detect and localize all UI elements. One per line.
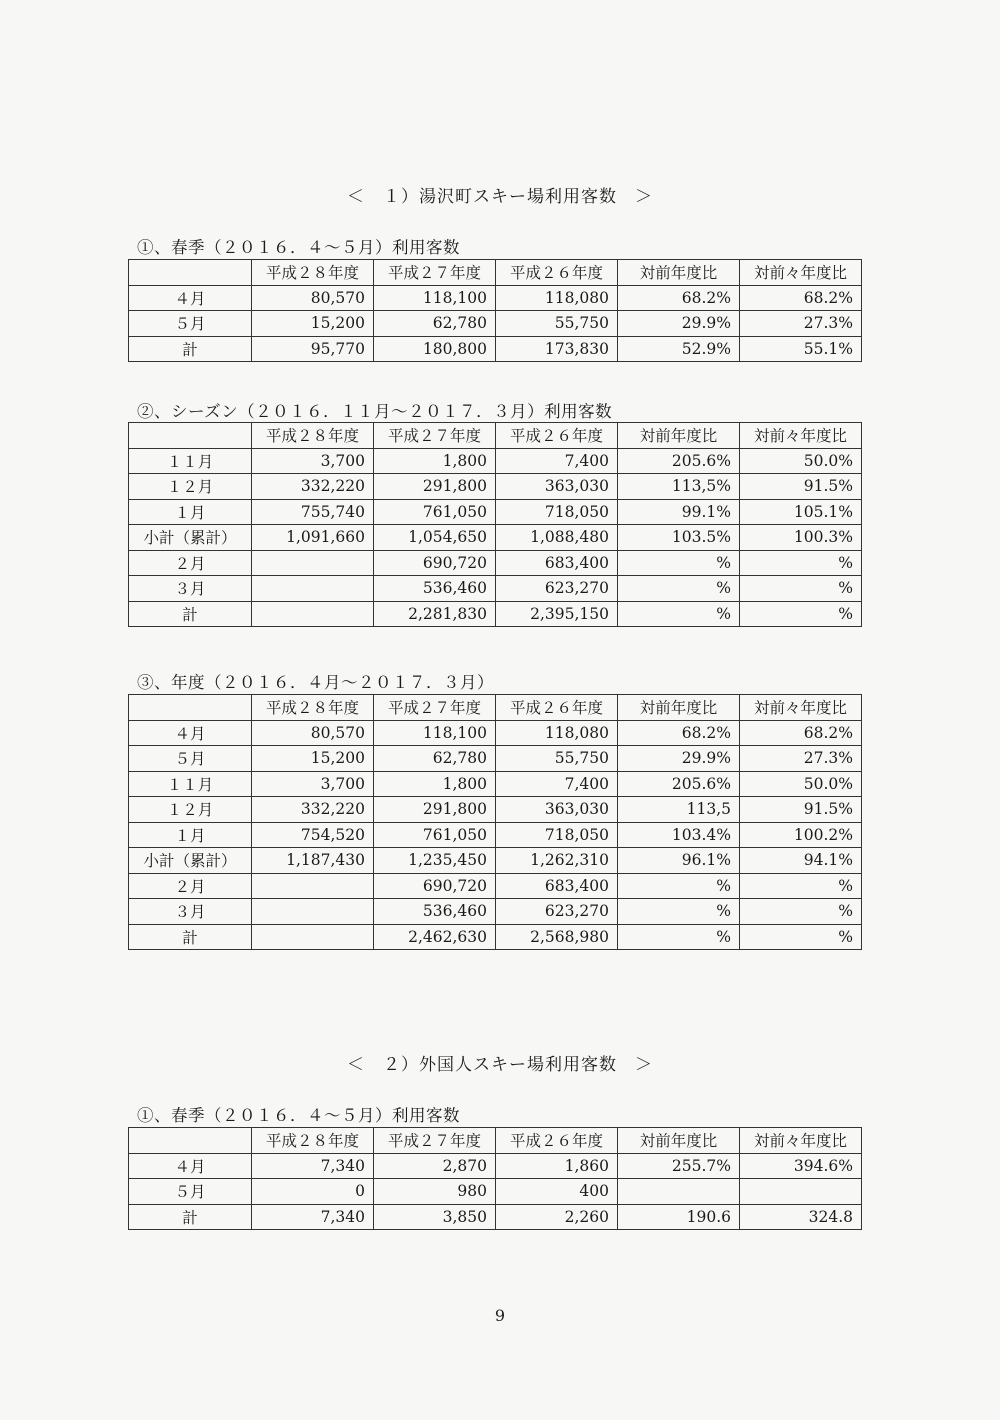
table-cell: 683,400	[496, 550, 618, 576]
column-header: 平成２８年度	[252, 260, 374, 286]
table-row	[129, 525, 862, 551]
table-cell: %	[740, 601, 862, 627]
table-cell: 291,800	[374, 474, 496, 500]
table-cell: 755,740	[252, 499, 374, 525]
table-cell: 62,780	[374, 746, 496, 772]
table-cell: %	[618, 550, 740, 576]
table-cell: %	[740, 899, 862, 925]
row-label: ５月	[129, 746, 252, 772]
table-cell: 3,700	[252, 771, 374, 797]
table-row	[129, 474, 862, 500]
table-cell	[252, 899, 374, 925]
table-cell: %	[618, 924, 740, 950]
table-cell	[252, 550, 374, 576]
table-cell: 2,462,630	[374, 924, 496, 950]
table-cell: 180,800	[374, 336, 496, 362]
table-cell: 536,460	[374, 576, 496, 602]
table-cell: 363,030	[496, 474, 618, 500]
table-cell: 68.2%	[618, 285, 740, 311]
table-cell: 29.9%	[618, 311, 740, 337]
table-cell: 55.1%	[740, 336, 862, 362]
row-label: ３月	[129, 576, 252, 602]
column-header: 対前年度比	[618, 695, 740, 721]
row-label: １１月	[129, 448, 252, 474]
table-cell: 718,050	[496, 499, 618, 525]
table-cell: 2,281,830	[374, 601, 496, 627]
column-header	[129, 1128, 252, 1154]
table-row	[129, 576, 862, 602]
table-cell: 118,100	[374, 720, 496, 746]
row-label: １２月	[129, 797, 252, 823]
table-row	[129, 771, 862, 797]
row-label: １１月	[129, 771, 252, 797]
row-label: 小計（累計）	[129, 848, 252, 874]
table-cell: %	[618, 873, 740, 899]
column-header: 平成２８年度	[252, 1128, 374, 1154]
column-header: 平成２６年度	[496, 695, 618, 721]
table-cell: 118,100	[374, 285, 496, 311]
table-cell: 718,050	[496, 822, 618, 848]
table-cell: 118,080	[496, 720, 618, 746]
table-cell: 80,570	[252, 720, 374, 746]
table-cell: 50.0%	[740, 448, 862, 474]
table-cell: 7,340	[252, 1153, 374, 1179]
table-cell	[252, 873, 374, 899]
row-label: 計	[129, 1204, 252, 1230]
table-cell: 15,200	[252, 746, 374, 772]
row-label: 計	[129, 601, 252, 627]
column-header: 対前年度比	[618, 423, 740, 449]
table-row	[129, 285, 862, 311]
header-row	[129, 1128, 862, 1154]
table-cell: 96.1%	[618, 848, 740, 874]
table-cell: 62,780	[374, 311, 496, 337]
column-header: 対前々年度比	[740, 1128, 862, 1154]
column-header: 対前年度比	[618, 260, 740, 286]
row-label: ４月	[129, 720, 252, 746]
row-label: 計	[129, 924, 252, 950]
column-header: 対前々年度比	[740, 695, 862, 721]
table-cell: %	[618, 576, 740, 602]
table1-caption: ①、春季（２０１６．４～５月）利用客数	[137, 238, 460, 257]
table-cell: 754,520	[252, 822, 374, 848]
table-cell: %	[740, 873, 862, 899]
table-row	[129, 720, 862, 746]
table-cell: 55,750	[496, 311, 618, 337]
table-cell: 1,235,450	[374, 848, 496, 874]
table-cell: 103.5%	[618, 525, 740, 551]
table-cell	[252, 601, 374, 627]
table-cell: 68.2%	[740, 285, 862, 311]
table-cell: %	[740, 576, 862, 602]
table-cell: 15,200	[252, 311, 374, 337]
table-cell	[618, 1179, 740, 1205]
table-cell: 27.3%	[740, 746, 862, 772]
table-cell: 68.2%	[618, 720, 740, 746]
page-number: 9	[494, 1306, 506, 1325]
table-cell: 190.6	[618, 1204, 740, 1230]
table-cell: 255.7%	[618, 1153, 740, 1179]
row-label: ３月	[129, 899, 252, 925]
table-cell: 7,340	[252, 1204, 374, 1230]
table-cell: %	[618, 601, 740, 627]
row-label: ４月	[129, 1153, 252, 1179]
table-row	[129, 924, 862, 950]
table-cell: 113,5	[618, 797, 740, 823]
table-row	[129, 1153, 862, 1179]
table-cell: 332,220	[252, 474, 374, 500]
table-cell: 173,830	[496, 336, 618, 362]
row-label: ２月	[129, 873, 252, 899]
table-cell: 205.6%	[618, 448, 740, 474]
table-cell: 91.5%	[740, 474, 862, 500]
column-header: 対前々年度比	[740, 423, 862, 449]
table-spring-2016	[128, 259, 862, 362]
table-cell: 623,270	[496, 576, 618, 602]
table-cell: 291,800	[374, 797, 496, 823]
table-cell: 100.3%	[740, 525, 862, 551]
table-cell: 324.8	[740, 1204, 862, 1230]
table-cell: 400	[496, 1179, 618, 1205]
column-header: 平成２７年度	[374, 695, 496, 721]
row-label: １月	[129, 499, 252, 525]
table-fiscal-year-2016	[128, 694, 862, 950]
header-row	[129, 423, 862, 449]
row-label: ４月	[129, 285, 252, 311]
table-cell: 1,262,310	[496, 848, 618, 874]
table-cell: 683,400	[496, 873, 618, 899]
table-cell: 68.2%	[740, 720, 862, 746]
table-cell: 105.1%	[740, 499, 862, 525]
table-cell: 2,870	[374, 1153, 496, 1179]
table-cell: 7,400	[496, 771, 618, 797]
table-cell: 1,800	[374, 448, 496, 474]
column-header: 平成２６年度	[496, 1128, 618, 1154]
table-cell: 95,770	[252, 336, 374, 362]
table-row	[129, 1179, 862, 1205]
table-cell: 113,5%	[618, 474, 740, 500]
column-header: 対前年度比	[618, 1128, 740, 1154]
table-row	[129, 873, 862, 899]
table-row	[129, 797, 862, 823]
table-cell: 1,187,430	[252, 848, 374, 874]
table-cell: 761,050	[374, 822, 496, 848]
table2-caption: ②、シーズン（２０１６．１１月～２０１７．３月）利用客数	[137, 402, 613, 421]
header-row	[129, 260, 862, 286]
table-cell: 0	[252, 1179, 374, 1205]
column-header: 平成２７年度	[374, 423, 496, 449]
table-row	[129, 601, 862, 627]
table-cell	[740, 1179, 862, 1205]
table-cell: 363,030	[496, 797, 618, 823]
table-row	[129, 550, 862, 576]
table-cell: 2,568,980	[496, 924, 618, 950]
table-cell: 1,091,660	[252, 525, 374, 551]
table-row	[129, 746, 862, 772]
table-cell: %	[618, 899, 740, 925]
table-cell: 690,720	[374, 873, 496, 899]
table-cell: 27.3%	[740, 311, 862, 337]
table3-caption: ③、年度（２０１６．４月～２０１７．３月）	[137, 673, 494, 692]
table-row	[129, 899, 862, 925]
table-cell: 29.9%	[618, 746, 740, 772]
column-header: 平成２６年度	[496, 260, 618, 286]
table-foreign-spring-2016	[128, 1127, 862, 1230]
table-cell: 394.6%	[740, 1153, 862, 1179]
row-label: １２月	[129, 474, 252, 500]
table-cell: 80,570	[252, 285, 374, 311]
table-cell: 1,800	[374, 771, 496, 797]
table-cell: 536,460	[374, 899, 496, 925]
table-cell: %	[740, 924, 862, 950]
table-cell: 2,260	[496, 1204, 618, 1230]
table-row	[129, 311, 862, 337]
table-cell: 2,395,150	[496, 601, 618, 627]
section1-title: ＜ １）湯沢町スキー場利用客数 ＞	[347, 187, 653, 207]
table-cell: 332,220	[252, 797, 374, 823]
row-label: 小計（累計）	[129, 525, 252, 551]
column-header	[129, 423, 252, 449]
table-cell: 94.1%	[740, 848, 862, 874]
table-cell: 1,054,650	[374, 525, 496, 551]
row-label: ２月	[129, 550, 252, 576]
column-header: 平成２６年度	[496, 423, 618, 449]
column-header: 平成２７年度	[374, 1128, 496, 1154]
table4-caption: ①、春季（２０１６．４～５月）利用客数	[137, 1106, 460, 1125]
column-header	[129, 260, 252, 286]
row-label: 計	[129, 336, 252, 362]
column-header: 対前々年度比	[740, 260, 862, 286]
table-cell	[252, 924, 374, 950]
table-cell: 100.2%	[740, 822, 862, 848]
table-cell: 1,860	[496, 1153, 618, 1179]
table-row	[129, 848, 862, 874]
table-cell: 761,050	[374, 499, 496, 525]
table-cell: 91.5%	[740, 797, 862, 823]
table-cell: 3,700	[252, 448, 374, 474]
table-row	[129, 822, 862, 848]
table-cell: 1,088,480	[496, 525, 618, 551]
table-cell: 7,400	[496, 448, 618, 474]
row-label: ５月	[129, 311, 252, 337]
header-row	[129, 695, 862, 721]
column-header: 平成２７年度	[374, 260, 496, 286]
table-row	[129, 499, 862, 525]
table-cell: 118,080	[496, 285, 618, 311]
table-cell: 980	[374, 1179, 496, 1205]
table-cell: 3,850	[374, 1204, 496, 1230]
table-cell: 205.6%	[618, 771, 740, 797]
table-cell	[252, 576, 374, 602]
column-header: 平成２８年度	[252, 695, 374, 721]
table-cell: 50.0%	[740, 771, 862, 797]
table-row	[129, 336, 862, 362]
table-cell: 52.9%	[618, 336, 740, 362]
table-cell: 103.4%	[618, 822, 740, 848]
table-row	[129, 1204, 862, 1230]
table-cell: 690,720	[374, 550, 496, 576]
section2-title: ＜ ２）外国人スキー場利用客数 ＞	[347, 1055, 653, 1075]
column-header: 平成２８年度	[252, 423, 374, 449]
row-label: １月	[129, 822, 252, 848]
row-label: ５月	[129, 1179, 252, 1205]
column-header	[129, 695, 252, 721]
table-cell: %	[740, 550, 862, 576]
table-cell: 623,270	[496, 899, 618, 925]
table-row	[129, 448, 862, 474]
table-cell: 99.1%	[618, 499, 740, 525]
table-cell: 55,750	[496, 746, 618, 772]
table-season-2016	[128, 422, 862, 627]
